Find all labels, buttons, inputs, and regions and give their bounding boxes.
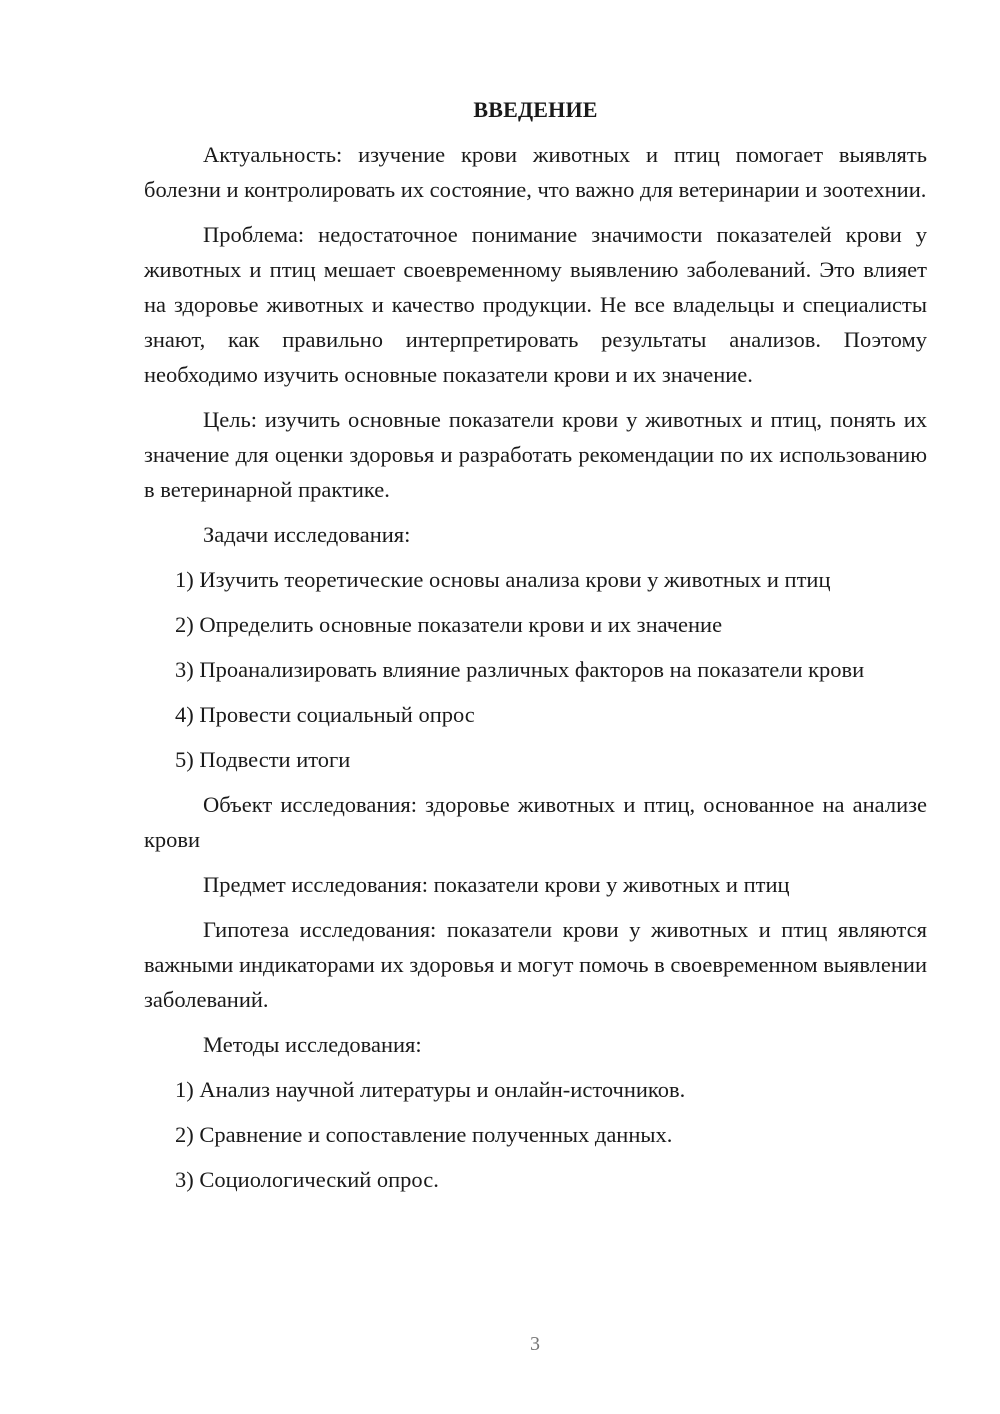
method-item: 1) Анализ научной литературы и онлайн-источников. [175,1077,686,1102]
document-page [144,92,927,1207]
methods-heading: Методы исследования: [203,1032,422,1057]
method-item: 2) Сравнение и сопоставление полученных данных. [175,1122,673,1147]
tasks-list [144,562,927,777]
subject-paragraph: Предмет исследования: показатели крови у животных и птиц [203,872,790,897]
section-title: ВВЕДЕНИЕ [473,97,598,122]
hypothesis-paragraph: Гипотеза исследования: показатели крови у животных и птиц являются важными индикаторами их здоровья и могут помочь в своевременном выявлении заболеваний. [144,917,927,1012]
method-item: 3) Социологический опрос. [175,1167,439,1192]
task-item: 4) Провести социальный опрос [175,702,475,727]
relevance-paragraph: Актуальность: изучение крови животных и птиц помогает выявлять болезни и контролировать их состояние, что важно для ветеринарии и зоотехнии. [144,142,927,202]
page-number: 3 [530,1333,540,1355]
tasks-heading: Задачи исследования: [203,522,411,547]
problem-paragraph: Проблема: недостаточное понимание значимости показателей крови у животных и птиц мешает своевременному выявлению заболеваний. Это влияет на здоровье животных и качество продукции. Не все владельцы и специалисты знают, как правильно интерпретировать результаты анализов. Поэтому необходимо изучить основные показатели крови и их значение. [144,222,927,387]
task-item: 5) Подвести итоги [175,747,351,772]
task-item: 3) Проанализировать влияние различных факторов на показатели крови [175,657,865,682]
object-paragraph: Объект исследования: здоровье животных и птиц, основанное на анализе крови [144,792,927,852]
task-item: 1) Изучить теоретические основы анализа крови у животных и птиц [175,567,831,592]
methods-list [144,1072,927,1197]
goal-paragraph: Цель: изучить основные показатели крови у животных и птиц, понять их значение для оценки здоровья и разработать рекомендации по их использованию в ветеринарной практике. [144,407,927,502]
task-item: 2) Определить основные показатели крови и их значение [175,612,723,637]
